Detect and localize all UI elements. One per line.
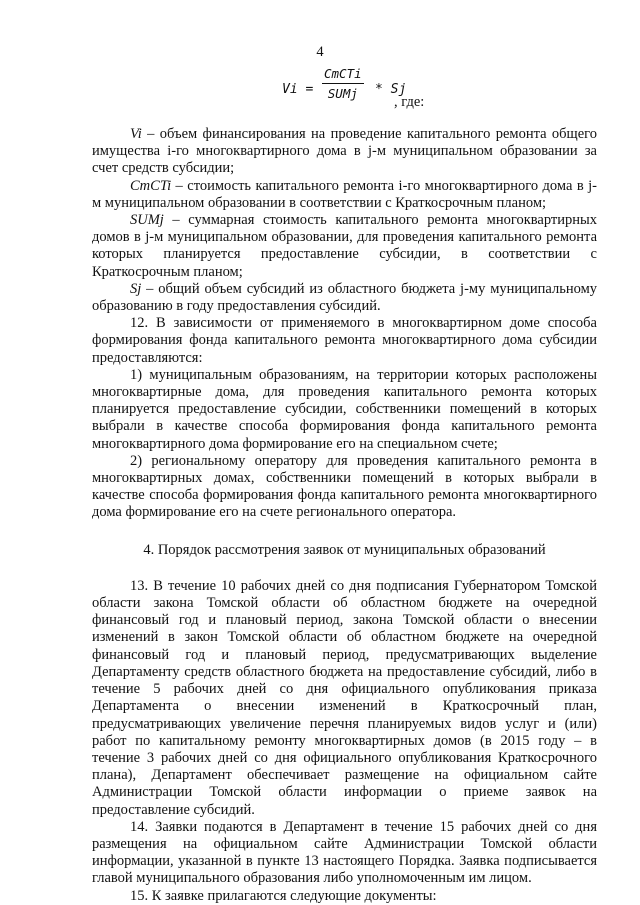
paragraph-13: 13. В течение 10 рабочих дней со дня подписания Губернатором Томской области закона Томской области об областном бюджете на очередной финансовый год и плановый период, закона Томской области о внесении изменений в закон Томской области об областном бюджете на очередной финансовый год и плановый период, предусматривающих выделение Департаменту средств областного бюджета на предоставление субсидий, либо в течение 5 рабочих дней со дня официального опубликования приказа Департамента о внесении изменений в Краткосрочный план, предусматривающих увеличение перечня планируемых видов услуг и (или) работ по капитальному ремонту многоквартирных домов (в 2015 году – в течение 3 рабочих дней со дня официального опубликования Краткосрочного плана), Департамент обеспечивает размещение на официальном сайте Администрации Томской области информации о приеме заявок на предоставление субсидий. [92, 577, 597, 818]
paragraph-12: 12. В зависимости от применяемого в многоквартирном доме способа формирования фонда капитального ремонта многоквартирного дома субсидии предоставляются: [92, 315, 597, 366]
formula-lhs: Vi = [282, 82, 314, 97]
document-body [92, 126, 597, 905]
definition-vi [92, 126, 597, 178]
formula-fraction [322, 66, 364, 101]
formula-suffix: , где: [394, 94, 425, 110]
formula-rhs: * Sj [375, 82, 407, 97]
definition-cmcti [92, 178, 597, 212]
definition-term: Sj [130, 280, 142, 297]
definition-text: – общий объем субсидий из областного бюджета j-му муниципальному образованию в году предоставления субсидий. [92, 280, 597, 315]
definition-term: CmCTi [130, 177, 172, 194]
definition-term: SUMj [130, 212, 164, 229]
page-number: 4 [316, 44, 324, 60]
section-title: 4. Порядок рассмотрения заявок от муниципальных образований [143, 541, 546, 558]
formula-denominator: SUMj [327, 86, 358, 101]
definition-text: – объем финансирования на проведение капитального ремонта общего имущества i-го многоквартирного дома в j-м муниципальном образовании за счет средств субсидии; [92, 126, 597, 177]
definition-sumj [92, 212, 597, 281]
paragraph-12-item-1: 1) муниципальным образованиям, на территории которых расположены многоквартирные дома, для проведения капитального ремонта которых планируется предоставление субсидии, собственники помещений в которых выбрали в качестве способа формирования фонда капитального ремонта многоквартирного дома формирование его на специальном счете; [92, 366, 597, 452]
paragraph-12-item-2: 2) региональному оператору для проведения капитального ремонта в многоквартирных домах, собственники помещений в которых выбрали в качестве способа формирования фонда капитального ремонта многоквартирного дома формирование его на счете регионального оператора. [92, 452, 597, 521]
definition-text: – стоимость капитального ремонта i-го многоквартирного дома в j-м муниципальном образовании в соответствии с Краткосрочным планом; [92, 177, 597, 211]
definition-text: – суммарная стоимость капитального ремонта многоквартирных домов в j-м муниципальном образовании, для проведения капитального ремонта которых планируется предоставление субсидии, в соответствии с Краткосрочным планом; [92, 212, 597, 280]
paragraph-15: 15. К заявке прилагаются следующие документы: [130, 887, 437, 904]
fraction-bar [322, 83, 364, 84]
formula-numerator: CmCTi [324, 66, 362, 81]
definition-sj [92, 281, 597, 315]
paragraph-14: 14. Заявки подаются в Департамент в течение 15 рабочих дней со дня размещения на официальном сайте Администрации Томской области информации, указанной в пункте 13 настоящего Порядка. Заявка подписывается главой муниципального образования либо уполномоченным им лицом. [92, 818, 597, 887]
definition-term: Vi [130, 126, 142, 142]
